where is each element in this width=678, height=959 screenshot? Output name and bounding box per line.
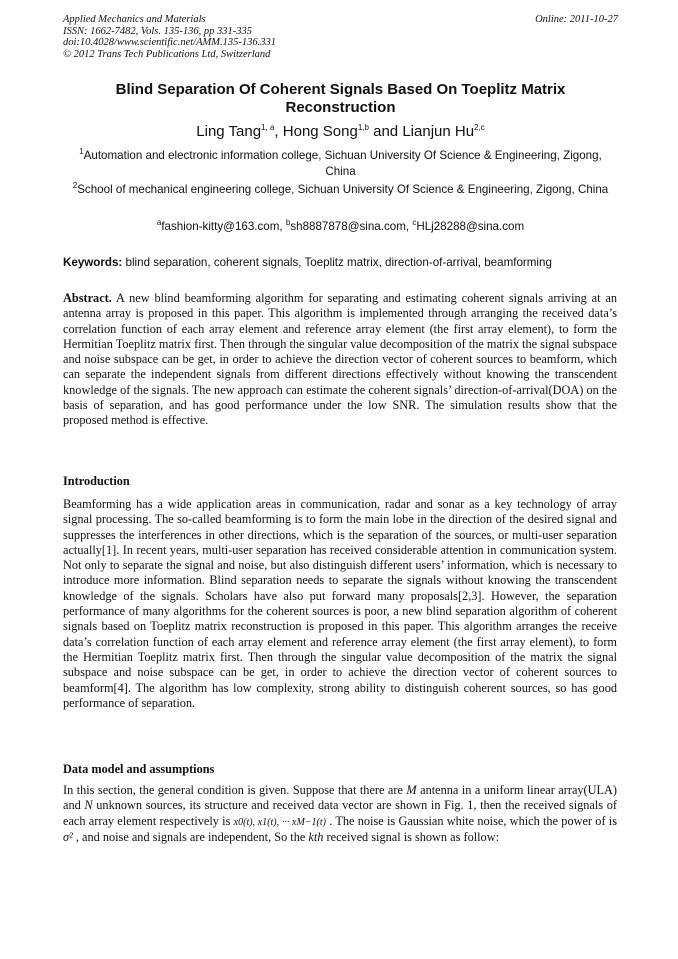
- math-var: M: [406, 783, 417, 797]
- email-link[interactable]: fashion-kitty@163.com,: [161, 220, 283, 233]
- paper-title: Blind Separation Of Coherent Signals Based On Toeplitz Matrix Reconstruction: [115, 81, 566, 116]
- math-var: kth: [308, 829, 324, 844]
- text-run: , and noise and signals are independent, So the: [75, 829, 306, 844]
- affiliation-sup: 2: [72, 181, 78, 191]
- math-var: N: [84, 798, 93, 813]
- author-name: Hong Song: [282, 123, 358, 140]
- email-list: [63, 219, 618, 235]
- text-run: antenna in a uniform linear array(ULA) and: [63, 783, 618, 813]
- inline-formula: x0(t), x1(t), ··· xM−1(t): [233, 816, 326, 828]
- author-list: Ling Tang$^{1, a}$, Hong Song$^{1,b}$ and Lianjun Hu$^{2,c}$: [196, 123, 485, 140]
- email-link[interactable]: sh8887878@sina.com,: [290, 220, 410, 233]
- affiliation-text: School of mechanical engineering college, Sichuan University Of Science & Engineering, Zigong, China: [77, 183, 609, 196]
- online-date: Online: 2011-10-27: [535, 14, 618, 25]
- copyright-line: © 2012 Trans Tech Publications Ltd, Switzerland: [63, 48, 271, 60]
- text-run: . The noise is Gaussian white noise, which the power of is: [329, 813, 618, 828]
- data-model-text: [63, 783, 617, 845]
- email-link[interactable]: HLj28288@sina.com: [416, 220, 525, 233]
- author-name: Lianjun Hu: [402, 123, 475, 140]
- section-heading-data-model: Data model and assumptions: [63, 762, 215, 776]
- email-sup: a: [156, 218, 162, 228]
- affiliation-1: [63, 148, 618, 180]
- abstract-text: A new blind beamforming algorithm for separating and estimating coherent signals arriving at an antenna array is proposed in this paper. This algorithm is implemented through arranging the received data’s correlation function of each array element and reference array element (the first array element), to form the Hermitian Toeplitz matrix first. Then through the singular value decomposition of the matrix the signal subspace and noise subspace can be get, in order to achieve the direction vector of coherent sources to beamform, which can separate the independent signals from different directions effectively without knowing the transcendent knowledge of the signals. The new approach can estimate the coherent signals’ direction-of-arrival(DOA) on the basis of separation, and has good performance under the low SNR. The simulation results show that the proposed method is effective.: [63, 291, 617, 428]
- math-sigma: σ²: [63, 829, 73, 844]
- issn-line: ISSN: 1662-7482, Vols. 135-136, pp 331-335: [63, 25, 252, 37]
- email-sup: c: [412, 218, 417, 228]
- text-run: unknown sources, its structure and received data vector are shown in Fig. 1, then the received signals of each array element respectively is: [63, 798, 617, 828]
- keywords-text: blind separation, coherent signals, Toeplitz matrix, direction-of-arrival, beamforming: [125, 256, 552, 269]
- affiliation-2: [63, 182, 618, 198]
- author-conjunction: and: [373, 123, 399, 140]
- author-sup: 2,c: [474, 123, 485, 132]
- author-name: Ling Tang: [196, 123, 262, 140]
- keywords-label: Keywords:: [63, 256, 123, 269]
- journal-name: Applied Mechanics and Materials: [63, 14, 206, 25]
- journal-header: [63, 14, 618, 60]
- email-sup: b: [285, 218, 291, 228]
- text-run: In this section, the general condition is given. Suppose that there are: [63, 783, 403, 797]
- author-sup: 1, a: [261, 123, 275, 132]
- affiliation-sup: 1: [79, 147, 84, 157]
- abstract-label: Abstract.: [63, 291, 112, 305]
- introduction-text: Beamforming has a wide application areas in communication, radar and sonar as a key technology of array signal processing. The so-called beamforming is to form the main lobe in the direction of the desired signal and suppresses the interferences in other directions, which is the separation of the sources, or multi-user separation actually[1]. In recent years, multi-user separation has received considerable attention in communication system. Not only to separate the signal and noise, but also distinguish different users’ information, which is necessary to introduce more information. Blind separation needs to separate the signals without knowing the transcendent knowledge of the signals. Scholars have also put forward many proposals[2,3]. However, the separation performance of many algorithms for the coherent sources is poor, a new blind separation algorithm of coherent signals based on Toeplitz matrix reconstruction is proposed in this paper. This algorithm arranges the receive data’s correlation function of each array element and reference array element (the first array element), to form the Hermitian Toeplitz matrix first. Then through the singular value decomposition of the matrix the signal subspace and noise subspace can be get, in order to achieve the direction vector of coherent sources to beamform[4]. The algorithm has low complexity, strong ability to distinguish coherent sources, so has good performance of separation.: [63, 497, 617, 710]
- keywords: [63, 255, 618, 271]
- author-sup: 1,b: [357, 123, 369, 132]
- abstract: [63, 291, 617, 429]
- doi-line: doi:10.4028/www.scientific.net/AMM.135-136.331: [63, 37, 276, 48]
- affiliation-text: Automation and electronic information college, Sichuan University Of Science & Engineering, Zigong, China: [83, 149, 602, 178]
- text-run: received signal is shown as follow:: [326, 829, 499, 844]
- section-heading-introduction: Introduction: [63, 474, 130, 488]
